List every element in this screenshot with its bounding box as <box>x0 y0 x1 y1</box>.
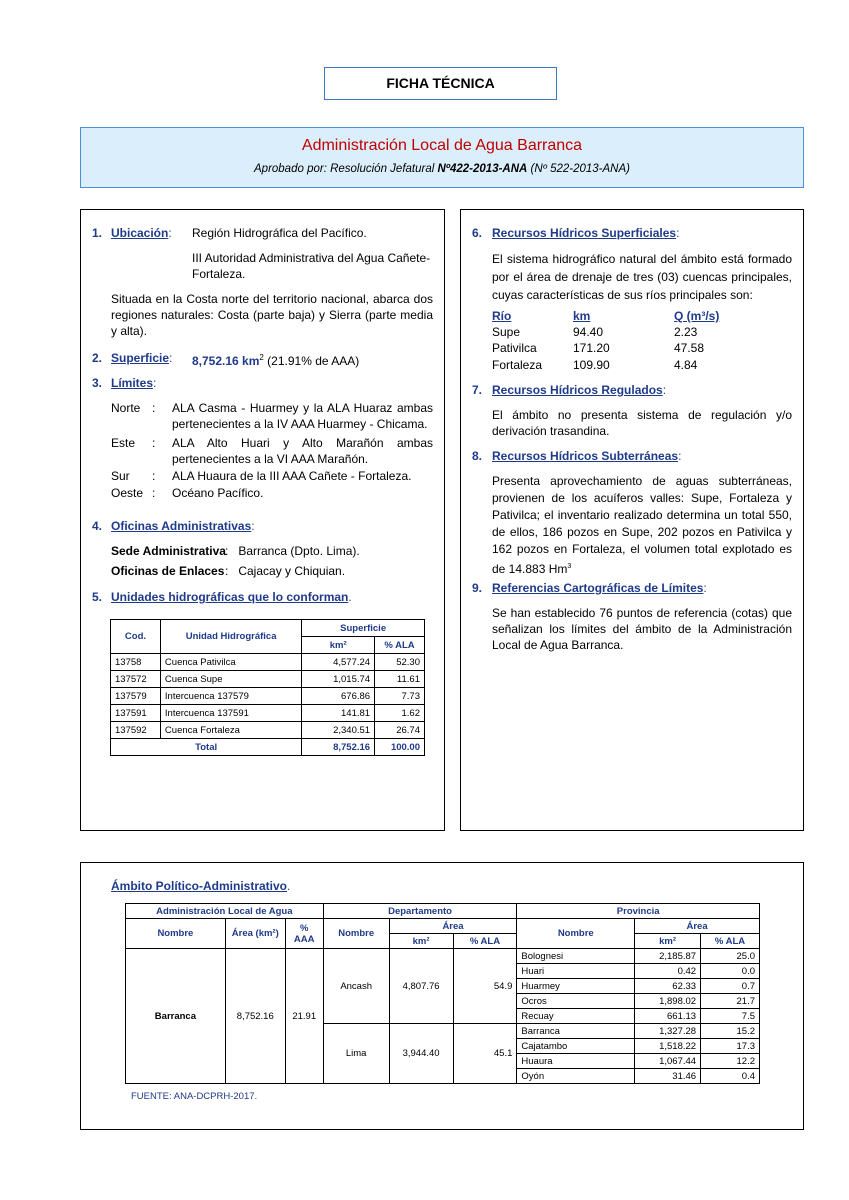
section-5-heading <box>111 589 352 605</box>
table-row <box>111 654 425 671</box>
limit-text-oeste: Océano Pacífico. <box>172 486 264 500</box>
cell-pct: 1.62 <box>375 705 425 722</box>
depto-km2: 4,807.76 <box>389 949 453 1024</box>
ambito-table <box>125 903 760 1084</box>
limit-sep: : <box>152 436 156 450</box>
ambito-dot: . <box>287 879 291 893</box>
cell-km2: 2,340.51 <box>302 722 375 739</box>
superficie-km2: 8,752.16 km <box>192 354 260 368</box>
table-total-row <box>111 739 425 756</box>
rio-name: Fortaleza <box>492 358 543 372</box>
cell-cod: 137592 <box>111 722 161 739</box>
approval-line <box>81 163 803 175</box>
cell-pct: 11.61 <box>375 671 425 688</box>
prov-km2: 62.33 <box>635 979 701 994</box>
section-1-number: 1. <box>92 226 103 240</box>
limit-sep: : <box>152 401 156 415</box>
sede-label: Sede Administrativa <box>111 544 226 558</box>
section-7-title: Recursos Hídricos Regulados <box>492 383 663 397</box>
regulados-paragraph: El ámbito no presenta sistema de regulación y/o derivación trasandina. <box>492 408 792 438</box>
rio-q: 47.58 <box>674 341 705 355</box>
section-3-colon: : <box>153 376 157 390</box>
depto-pct: 45.1 <box>453 1024 517 1084</box>
prov-km2: 2,185.87 <box>635 949 701 964</box>
hdr-ala-pct: % AAA <box>285 919 323 949</box>
limit-text-norte: ALA Casma - Huarmey y la ALA Huaraz ambas pertenecientes a la IV AAA Huarmey - Chicama. <box>172 401 433 431</box>
prov-name: Huari <box>517 964 635 979</box>
limit-sep: : <box>152 486 156 500</box>
section-5-dot: . <box>348 590 352 604</box>
prov-pct: 17.3 <box>701 1039 760 1054</box>
prov-name: Huarmey <box>517 979 635 994</box>
table-row <box>111 688 425 705</box>
prov-pct: 7.5 <box>701 1009 760 1024</box>
col-superficie: Superficie <box>302 620 425 637</box>
page-title: Administración Local de Agua Barranca <box>301 137 583 154</box>
limit-sep: : <box>152 469 156 483</box>
cell-unidad: Cuenca Fortaleza <box>160 722 301 739</box>
col-cod: Cod. <box>111 620 161 654</box>
cell-pct: 7.73 <box>375 688 425 705</box>
prov-pct: 0.4 <box>701 1069 760 1084</box>
hdr-ala-area: Área (km²) <box>225 919 285 949</box>
superficie-value <box>192 350 359 369</box>
prov-name: Huaura <box>517 1054 635 1069</box>
depto-name: Lima <box>323 1024 389 1084</box>
cell-pct: 26.74 <box>375 722 425 739</box>
section-7-number: 7. <box>472 383 483 397</box>
rio-q: 2.23 <box>674 325 698 339</box>
approval-suffix: (Nº 522-2013-ANA) <box>527 163 630 175</box>
prov-name: Oyón <box>517 1069 635 1084</box>
section-2-number: 2. <box>92 351 103 365</box>
section-8-heading <box>492 448 681 464</box>
superficie-sup: 2 <box>259 353 264 362</box>
ambito-source: FUENTE: ANA-DCPRH-2017. <box>131 1091 258 1102</box>
hdr-depto-km2: km² <box>389 934 453 949</box>
limit-dir-sur: Sur <box>111 469 130 483</box>
section-2-heading <box>111 350 172 366</box>
document-header <box>80 127 804 188</box>
col-unidad: Unidad Hidrográfica <box>160 620 301 654</box>
hdr-prov-pct: % ALA <box>701 934 760 949</box>
cell-cod: 137579 <box>111 688 161 705</box>
ubicacion-paragraph: Situada en la Costa norte del territorio nacional, abarca dos regiones naturales: Costa (parte baja) y Sierra (parte media y alta). <box>111 292 433 338</box>
section-9-colon: : <box>703 581 707 595</box>
section-1-title: Ubicación <box>111 226 169 240</box>
col-pct: % ALA <box>375 637 425 654</box>
ambito-heading <box>111 878 290 894</box>
subterraneas-sup: 3 <box>567 563 572 570</box>
rios-col-km: km <box>573 309 591 323</box>
cartograficas-paragraph: Se han establecido 76 puntos de referencia (cotas) que señalizan los límites del ámbito de la Administración Local de Agua Barranca. <box>492 606 792 652</box>
table-row <box>126 949 760 964</box>
limit-text-este: ALA Alto Huari y Alto Marañón ambas pertenecientes a la VI AAA Marañón. <box>172 436 433 466</box>
cell-km2: 1,015.74 <box>302 671 375 688</box>
prov-name: Bolognesi <box>517 949 635 964</box>
section-4-colon: : <box>251 519 255 533</box>
col-km2: km² <box>302 637 375 654</box>
rios-col-rio: Río <box>492 309 512 323</box>
prov-km2: 1,898.02 <box>635 994 701 1009</box>
enlaces-value: : Cajacay y Chiquian. <box>225 564 346 578</box>
unidades-table <box>110 619 425 756</box>
cell-km2: 676.86 <box>302 688 375 705</box>
rios-col-q: Q (m³/s) <box>674 309 720 323</box>
rio-q: 4.84 <box>674 358 698 372</box>
hdr-prov-area: Área <box>635 919 760 934</box>
ala-name: Barranca <box>126 949 226 1084</box>
cell-cod: 137572 <box>111 671 161 688</box>
approval-prefix: Aprobado por: Resolución Jefatural <box>254 163 438 175</box>
subterraneas-paragraph <box>492 473 792 578</box>
superficiales-paragraph: El sistema hidrográfico natural del ámbito está formado por el área de drenaje de tres (03) cuencas principales, cuyas características de sus ríos principales son: <box>492 252 792 302</box>
prov-km2: 31.46 <box>635 1069 701 1084</box>
limit-text-sur: ALA Huaura de la III AAA Cañete - Fortaleza. <box>172 469 412 483</box>
rio-km: 109.90 <box>573 358 610 372</box>
section-6-number: 6. <box>472 226 483 240</box>
section-3-title: Límites <box>111 376 154 390</box>
hdr-prov-km2: km² <box>635 934 701 949</box>
hdr-ala: Administración Local de Agua <box>126 904 324 919</box>
rio-name: Pativilca <box>492 341 537 355</box>
section-4-title: Oficinas Administrativas <box>111 519 252 533</box>
hdr-depto-area: Área <box>389 919 517 934</box>
cell-cod: 137591 <box>111 705 161 722</box>
section-6-title: Recursos Hídricos Superficiales <box>492 226 677 240</box>
section-7-heading <box>492 382 666 398</box>
table-row <box>111 722 425 739</box>
ambito-title: Ámbito Político-Administrativo <box>111 879 288 893</box>
cell-cod: 13758 <box>111 654 161 671</box>
total-label: Total <box>111 739 302 756</box>
hdr-depto-nombre: Nombre <box>323 919 389 949</box>
table-row <box>111 671 425 688</box>
depto-name: Ancash <box>323 949 389 1024</box>
sede-value: : Barranca (Dpto. Lima). <box>225 544 360 558</box>
ubicacion-line-1: Región Hidrográfica del Pacífico. <box>192 226 367 240</box>
prov-pct: 15.2 <box>701 1024 760 1039</box>
section-3-number: 3. <box>92 376 103 390</box>
enlaces-label: Oficinas de Enlaces <box>111 564 225 578</box>
cell-km2: 141.81 <box>302 705 375 722</box>
limit-dir-oeste: Oeste <box>111 486 144 500</box>
section-9-number: 9. <box>472 581 483 595</box>
section-5-title: Unidades hidrográficas que lo conforman <box>111 590 349 604</box>
cell-unidad: Cuenca Pativilca <box>160 654 301 671</box>
section-8-colon: : <box>678 449 682 463</box>
cell-km2: 4,577.24 <box>302 654 375 671</box>
ficha-tecnica-title: FICHA TÉCNICA <box>324 67 557 100</box>
section-4-heading <box>111 518 255 534</box>
approval-resolution: Nº422-2013-ANA <box>437 163 528 175</box>
prov-pct: 0.0 <box>701 964 760 979</box>
rio-km: 94.40 <box>573 325 604 339</box>
section-9-heading <box>492 580 707 596</box>
limit-dir-este: Este <box>111 436 136 450</box>
prov-pct: 25.0 <box>701 949 760 964</box>
cell-pct: 52.30 <box>375 654 425 671</box>
prov-km2: 661.13 <box>635 1009 701 1024</box>
section-6-colon: : <box>676 226 680 240</box>
hdr-prov-nombre: Nombre <box>517 919 635 949</box>
section-9-title: Referencias Cartográficas de Límites <box>492 581 704 595</box>
section-4-number: 4. <box>92 519 103 533</box>
limit-dir-norte: Norte <box>111 401 141 415</box>
superficie-pct: (21.91% de AAA) <box>263 354 360 368</box>
ubicacion-line-3: Fortaleza. <box>192 267 246 281</box>
ala-area: 8,752.16 <box>225 949 285 1084</box>
prov-name: Cajatambo <box>517 1039 635 1054</box>
ubicacion-line-2: III Autoridad Administrativa del Agua Cañete- <box>192 251 431 265</box>
prov-pct: 21.7 <box>701 994 760 1009</box>
hdr-depto: Departamento <box>323 904 517 919</box>
total-pct: 100.00 <box>375 739 425 756</box>
subterraneas-text: Presenta aprovechamiento de aguas subterráneas, provienen de los acuíferos valles: Supe, Fortaleza y Pativilca; el inventario realizado determina un total 550, de ellos, 186 pozos en Supe, 202 pozos en Pativilca y 162 pozos en Fortaleza, el volumen total explotado es de 14.883 Hm <box>492 474 792 576</box>
total-km2: 8,752.16 <box>302 739 375 756</box>
cell-unidad: Intercuenca 137591 <box>160 705 301 722</box>
prov-name: Recuay <box>517 1009 635 1024</box>
cell-unidad: Cuenca Supe <box>160 671 301 688</box>
section-8-number: 8. <box>472 449 483 463</box>
section-2-title: Superficie <box>111 351 170 365</box>
prov-km2: 1,067.44 <box>635 1054 701 1069</box>
section-3-heading <box>111 375 156 391</box>
ala-pct: 21.91 <box>285 949 323 1084</box>
section-5-number: 5. <box>92 590 103 604</box>
prov-pct: 0.7 <box>701 979 760 994</box>
prov-km2: 0.42 <box>635 964 701 979</box>
cell-unidad: Intercuenca 137579 <box>160 688 301 705</box>
prov-pct: 12.2 <box>701 1054 760 1069</box>
rio-km: 171.20 <box>573 341 610 355</box>
hdr-prov: Provincia <box>517 904 760 919</box>
hdr-depto-pct: % ALA <box>453 934 517 949</box>
section-6-heading <box>492 225 679 241</box>
section-2-colon: : <box>169 351 173 365</box>
depto-km2: 3,944.40 <box>389 1024 453 1084</box>
section-8-title: Recursos Hídricos Subterráneas <box>492 449 679 463</box>
depto-pct: 54.9 <box>453 949 517 1024</box>
section-1-colon: : <box>168 226 172 240</box>
section-1-heading <box>111 225 172 241</box>
rio-name: Supe <box>492 325 521 339</box>
prov-name: Ocros <box>517 994 635 1009</box>
table-row <box>111 705 425 722</box>
section-7-colon: : <box>662 383 667 397</box>
prov-km2: 1,518.22 <box>635 1039 701 1054</box>
prov-name: Barranca <box>517 1024 635 1039</box>
prov-km2: 1,327.28 <box>635 1024 701 1039</box>
hdr-ala-nombre: Nombre <box>126 919 226 949</box>
